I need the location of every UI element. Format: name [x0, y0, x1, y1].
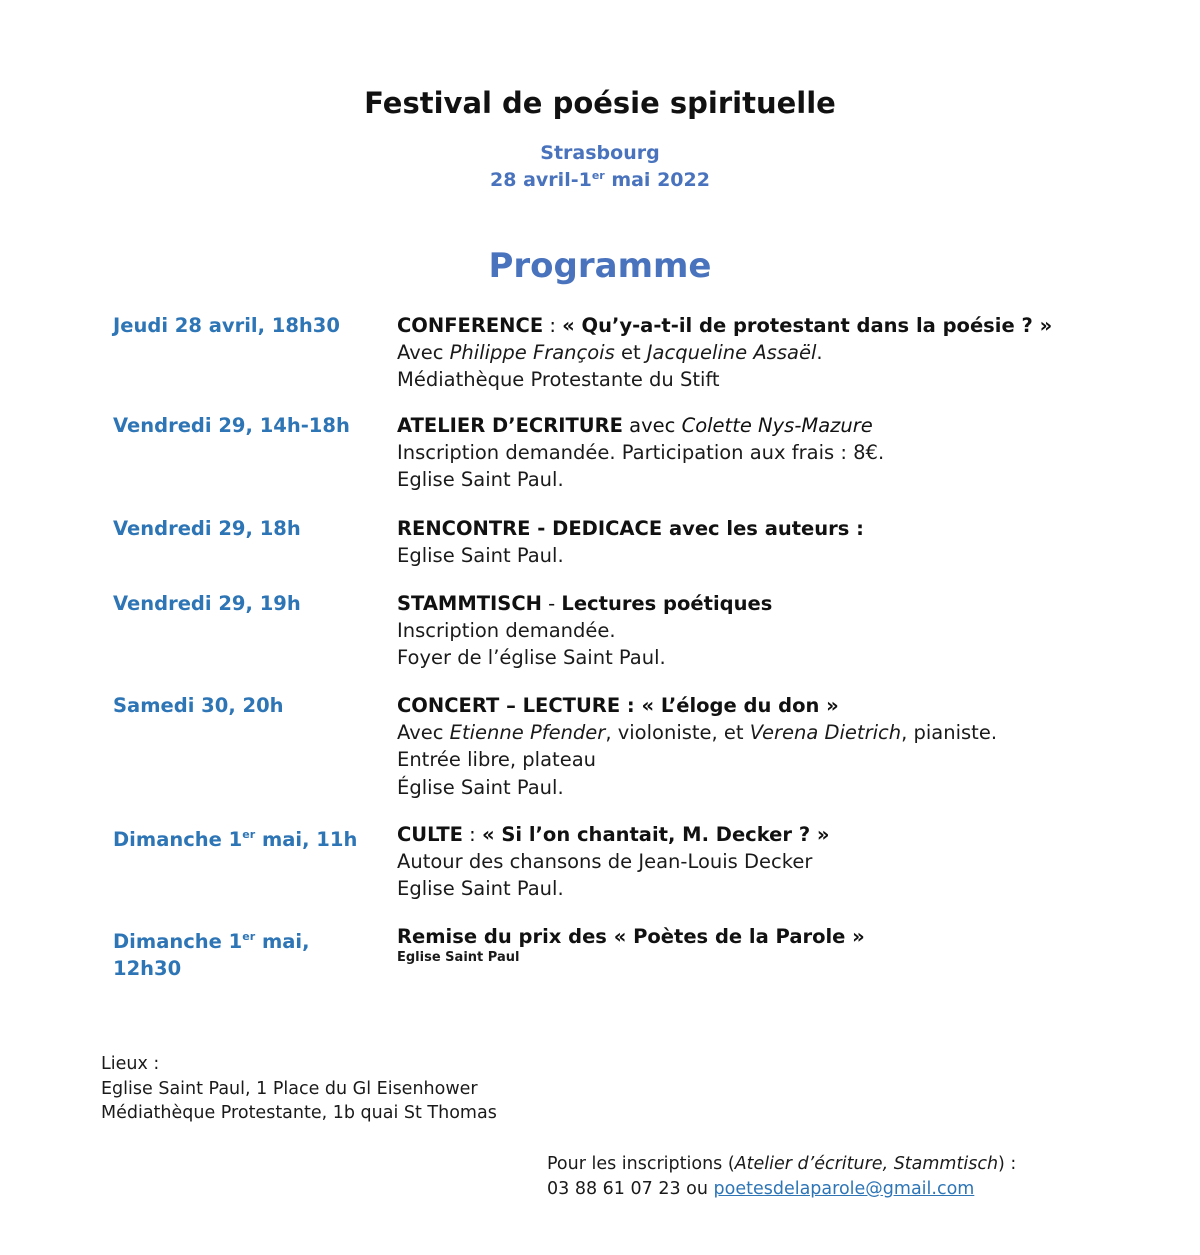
event-title — [397, 821, 1187, 848]
event-line: Entrée libre, plateau — [397, 748, 596, 772]
event-details — [397, 923, 1187, 966]
event-date: Jeudi 28 avril, 18h30 — [113, 314, 340, 337]
festival-dates — [0, 169, 1200, 191]
event-details — [397, 821, 1187, 903]
event-date: Vendredi 29, 19h — [113, 592, 301, 615]
event-date-prefix: Dimanche 1 — [113, 930, 243, 953]
venues — [101, 1052, 497, 1126]
event-text: et — [614, 341, 647, 365]
dates-prefix: 28 avril-1 — [490, 169, 592, 191]
event-location: Eglise Saint Paul. — [397, 468, 564, 492]
event-title-sep: - — [541, 592, 562, 615]
venue-line: Médiathèque Protestante, 1b quai St Thomas — [101, 1103, 497, 1123]
email-link[interactable]: poetesdelaparole@gmail.com — [713, 1179, 975, 1199]
phone-number: 03 88 61 07 23 ou — [547, 1179, 714, 1199]
event-line — [397, 339, 1187, 366]
event-date-time: 12h30 — [113, 957, 182, 980]
programme-heading: Programme — [488, 246, 712, 286]
event-location: Eglise Saint Paul. — [397, 877, 564, 901]
event-date — [113, 821, 388, 853]
event-title-bold2: « Si l’on chantait, M. Decker ? » — [481, 823, 830, 846]
contact-italic: Atelier d’écriture, Stammtisch — [734, 1154, 999, 1174]
venue-line: Eglise Saint Paul, 1 Place du Gl Eisenhower — [101, 1078, 478, 1099]
event-line: Inscription demandée. — [397, 619, 616, 643]
event-title-bold: CONFERENCE — [397, 314, 544, 337]
event-date: Vendredi 29, 18h — [113, 517, 301, 540]
contact-text: ) : — [998, 1154, 1017, 1174]
event-date-sup: er — [242, 930, 256, 943]
event-text: Avec — [397, 721, 450, 745]
event-title-bold: ATELIER D’ECRITURE — [397, 414, 623, 437]
event-date: Vendredi 29, 14h-18h — [113, 414, 350, 437]
contact-info — [547, 1152, 1016, 1202]
event-line — [397, 719, 1187, 746]
event-date-sup: er — [242, 828, 256, 841]
event-title-sep: avec — [622, 414, 682, 437]
city: Strasbourg — [540, 142, 660, 164]
registration-note — [547, 1152, 1016, 1177]
event-line: Autour des chansons de Jean-Louis Decker — [397, 850, 813, 874]
event-title: CONCERT – LECTURE : « L’éloge du don » — [397, 694, 839, 717]
event-person: Etienne Pfender — [449, 721, 606, 745]
event-location: Foyer de l’église Saint Paul. — [397, 646, 666, 670]
event-details — [397, 412, 1187, 494]
event-location: Médiathèque Protestante du Stift — [397, 368, 720, 392]
event-title-bold: STAMMTISCH — [397, 592, 542, 615]
event-title — [397, 312, 1187, 339]
event-title-bold2: « Qu’y-a-t-il de protestant dans la poésie ? » — [562, 314, 1053, 337]
venues-label: Lieux : — [101, 1054, 160, 1074]
dates-suffix: mai 2022 — [604, 169, 710, 191]
event-person: Colette Nys-Mazure — [681, 414, 873, 437]
event-title — [397, 590, 1187, 617]
contact-line — [547, 1177, 1016, 1202]
event-location: Eglise Saint Paul — [397, 950, 520, 966]
event-title-sep: : — [462, 823, 482, 846]
event-date: Samedi 30, 20h — [113, 694, 284, 717]
event-line: Inscription demandée. Participation aux frais : 8€. — [397, 441, 885, 465]
event-location: Eglise Saint Paul. — [397, 544, 564, 568]
event-date-suffix: mai, 11h — [255, 828, 358, 851]
event-location: Église Saint Paul. — [397, 775, 564, 799]
event-person: Verena Dietrich — [749, 721, 902, 745]
event-person: Philippe François — [449, 341, 615, 365]
event-date — [113, 923, 388, 982]
event-title: RENCONTRE - DEDICACE avec les auteurs : — [397, 517, 864, 540]
event-text: , pianiste. — [901, 721, 998, 745]
event-text: , violoniste, et — [605, 721, 750, 745]
event-details — [397, 692, 1187, 801]
event-title: Remise du prix des « Poètes de la Parole » — [397, 925, 865, 948]
event-details — [397, 590, 1187, 672]
event-title-sep: : — [543, 314, 563, 337]
event-text: . — [816, 341, 823, 365]
event-title — [397, 412, 1187, 439]
event-person: Jacqueline Assaël — [646, 341, 817, 365]
event-details — [397, 515, 1187, 569]
contact-text: Pour les inscriptions ( — [547, 1154, 735, 1174]
event-text: Avec — [397, 341, 450, 365]
page-title: Festival de poésie spirituelle — [364, 86, 836, 120]
event-details — [397, 312, 1187, 394]
event-date-prefix: Dimanche 1 — [113, 828, 243, 851]
dates-sup: er — [591, 169, 605, 182]
event-title-bold: CULTE — [397, 823, 463, 846]
event-title-bold2: Lectures poétiques — [561, 592, 773, 615]
event-date-suffix: mai, — [255, 930, 310, 953]
